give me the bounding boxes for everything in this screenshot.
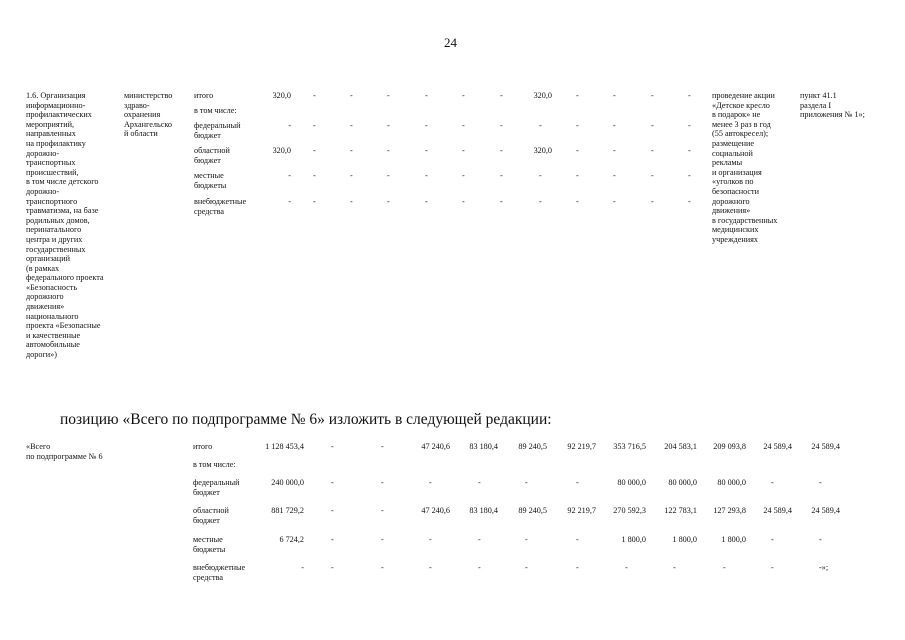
year-cell: 24 589,4: [763, 506, 792, 515]
page-number: 24: [444, 35, 457, 50]
year-cell: -: [425, 171, 428, 180]
link-line: приложения № 1»;: [800, 110, 865, 120]
row-total: 1 128 453,4: [265, 442, 304, 451]
year-cell: -: [478, 478, 481, 487]
year-cell: -: [576, 171, 579, 180]
result-line: социальной: [712, 148, 753, 158]
year-cell: -: [576, 478, 579, 487]
year-cell: -: [613, 146, 616, 155]
year-cell: -: [613, 121, 616, 130]
row-total: 320,0: [272, 91, 291, 100]
name-line: травматизма, на базе: [26, 206, 99, 216]
year-cell: 209 093,8: [713, 442, 746, 451]
expected-result: [712, 91, 777, 245]
year-cell: -: [771, 478, 774, 487]
row-label: местные бюджеты: [194, 171, 227, 190]
year-cell: -: [651, 91, 654, 100]
row-label: внебюджетные средства: [194, 197, 247, 216]
row-total: 240 000,0: [271, 478, 304, 487]
result-line: проведение акции: [712, 91, 775, 100]
year-cell: -: [613, 91, 616, 100]
year-cell: -: [576, 91, 579, 100]
year-cell: 24 589,4: [811, 506, 840, 515]
year-cell: -: [350, 171, 353, 180]
activity-name: [26, 91, 104, 360]
year-cell: 127 293,8: [713, 506, 746, 515]
year-cell: -: [350, 197, 353, 206]
year-cell: -: [331, 442, 334, 451]
row-total: 881 729,2: [271, 506, 304, 515]
year-cell: -: [381, 442, 384, 451]
row-total: -: [288, 197, 291, 206]
year-cell: -: [576, 197, 579, 206]
year-cell: -: [350, 121, 353, 130]
year-cell: -: [576, 563, 579, 572]
name-line: проекта «Безопасные: [26, 321, 101, 331]
name-line: 1.6. Организация: [26, 91, 86, 100]
year-cell: 320,0: [533, 91, 552, 100]
result-line: медицинских: [712, 225, 759, 235]
year-cell: -: [771, 535, 774, 544]
year-cell: -: [429, 535, 432, 544]
year-cell: -: [688, 171, 691, 180]
year-cell: -: [381, 478, 384, 487]
name-line: центра и других: [26, 234, 83, 244]
year-cell: 320,0: [533, 146, 552, 155]
year-cell: -: [771, 563, 774, 572]
year-cell: -: [723, 563, 726, 572]
year-cell: -: [613, 171, 616, 180]
year-cell: -: [651, 171, 654, 180]
year-cell: -: [500, 197, 503, 206]
year-cell: -: [651, 197, 654, 206]
row-label: местные бюджеты: [193, 535, 226, 554]
result-line: дорожного: [712, 196, 750, 206]
year-cell: -: [688, 197, 691, 206]
year-cell: -: [688, 146, 691, 155]
result-line: (55 автокресел);: [712, 129, 769, 139]
row-label: итого: [194, 91, 214, 100]
year-cell: -: [331, 506, 334, 515]
row-label: в том числе:: [194, 106, 237, 115]
row-label: внебюджетные средства: [193, 563, 246, 582]
result-line: и организация: [712, 167, 762, 177]
year-cell: 92 219,7: [567, 506, 596, 515]
name-line: на профилактику: [26, 138, 86, 148]
year-cell: -: [462, 146, 465, 155]
year-cell: -: [387, 197, 390, 206]
year-cell: 80 000,0: [668, 478, 697, 487]
year-cell: -: [576, 146, 579, 155]
year-cell: -: [625, 563, 628, 572]
year-cell: -: [462, 91, 465, 100]
result-line: безопасности: [712, 186, 759, 196]
year-cell: -: [350, 91, 353, 100]
name-line: дороги»): [26, 350, 58, 360]
year-cell: -: [429, 478, 432, 487]
year-cell: -: [429, 563, 432, 572]
year-cell: -: [613, 197, 616, 206]
link-line: пункт 41.1: [800, 91, 837, 100]
year-cell: 204 583,1: [664, 442, 697, 451]
result-line: в государственных: [712, 215, 778, 225]
name-line: родильных домов,: [26, 215, 90, 225]
name-line: дорожно-: [26, 186, 60, 196]
year-cell: -: [313, 197, 316, 206]
year-cell: 270 592,3: [613, 506, 646, 515]
name-line: по подпрограмме № 6: [26, 451, 103, 461]
year-cell: -: [576, 535, 579, 544]
link-reference: [800, 91, 865, 120]
result-line: размещение: [712, 138, 754, 148]
name-line: организаций: [26, 254, 70, 264]
year-cell: 92 219,7: [567, 442, 596, 451]
year-cell: -: [525, 478, 528, 487]
name-line: происшествий,: [26, 167, 79, 177]
link-line: раздела I: [800, 100, 832, 110]
result-line: в подарок» не: [712, 110, 761, 120]
year-cell: -: [500, 171, 503, 180]
name-line: дорожно-: [26, 148, 60, 158]
section-heading: позицию «Всего по подпрограмме № 6» изложить в следующей редакции:: [60, 411, 552, 428]
year-cell: -: [525, 535, 528, 544]
year-cell: -: [425, 197, 428, 206]
year-cell: -: [500, 146, 503, 155]
name-line: дорожного: [26, 292, 64, 302]
year-cell: -: [387, 121, 390, 130]
name-line: транспортных: [26, 158, 76, 168]
year-cell: -: [425, 121, 428, 130]
name-line: и качественные: [26, 330, 81, 340]
name-line: «Всего: [26, 442, 51, 451]
name-line: «Безопасность: [26, 282, 78, 292]
year-cell: -»;: [819, 563, 829, 572]
year-cell: -: [539, 121, 542, 130]
year-cell: -: [313, 146, 316, 155]
result-line: движения»: [712, 206, 751, 216]
name-line: в том числе детского: [26, 177, 99, 187]
executor-line: охранения: [124, 110, 161, 120]
result-line: «Детское кресло: [712, 100, 770, 110]
result-line: «уголков по: [712, 177, 754, 187]
year-cell: -: [331, 563, 334, 572]
year-cell: 1 800,0: [672, 535, 697, 544]
year-cell: -: [462, 197, 465, 206]
year-cell: 83 180,4: [469, 506, 498, 515]
row-label: итого: [193, 442, 213, 451]
name-line: национального: [26, 311, 79, 321]
name-line: перинатального: [26, 225, 82, 235]
name-line: информационно-: [26, 100, 86, 110]
year-cell: 89 240,5: [518, 442, 547, 451]
year-cell: 1 800,0: [721, 535, 746, 544]
year-cell: -: [539, 197, 542, 206]
year-cell: -: [425, 91, 428, 100]
executor: [124, 91, 172, 139]
year-cell: 24 589,4: [811, 442, 840, 451]
name-line: мероприятий,: [26, 119, 75, 129]
year-cell: -: [331, 535, 334, 544]
result-line: учреждениях: [712, 234, 759, 244]
year-cell: -: [425, 146, 428, 155]
year-cell: -: [350, 146, 353, 155]
row-label: областной бюджет: [194, 146, 230, 165]
executor-line: й области: [124, 129, 158, 139]
year-cell: -: [651, 121, 654, 130]
year-cell: -: [462, 121, 465, 130]
year-cell: 122 783,1: [664, 506, 697, 515]
name-line: транспортного: [26, 196, 78, 206]
name-line: направленных: [26, 129, 76, 139]
year-cell: -: [500, 91, 503, 100]
row-total: 320,0: [272, 146, 291, 155]
year-cell: -: [525, 563, 528, 572]
year-cell: 47 240,6: [421, 442, 450, 451]
total-name: [26, 442, 103, 461]
year-cell: 80 000,0: [717, 478, 746, 487]
row-label: в том числе:: [193, 460, 236, 469]
row-label: областной бюджет: [193, 506, 229, 525]
year-cell: 1 800,0: [621, 535, 646, 544]
year-cell: 80 000,0: [617, 478, 646, 487]
year-cell: -: [576, 121, 579, 130]
year-cell: 47 240,6: [421, 506, 450, 515]
year-cell: -: [381, 535, 384, 544]
year-cell: -: [673, 563, 676, 572]
year-cell: -: [387, 91, 390, 100]
name-line: федерального проекта: [26, 273, 104, 283]
year-cell: -: [462, 171, 465, 180]
name-line: (в рамках: [26, 263, 60, 273]
year-cell: -: [688, 121, 691, 130]
year-cell: 89 240,5: [518, 506, 547, 515]
name-line: государственных: [26, 244, 86, 254]
year-cell: 83 180,4: [469, 442, 498, 451]
year-cell: -: [381, 506, 384, 515]
year-cell: -: [539, 171, 542, 180]
year-cell: -: [500, 121, 503, 130]
year-cell: -: [387, 146, 390, 155]
year-cell: -: [381, 563, 384, 572]
year-cell: -: [819, 535, 822, 544]
year-cell: -: [819, 478, 822, 487]
year-cell: -: [651, 146, 654, 155]
year-cell: -: [478, 563, 481, 572]
row-total: -: [288, 121, 291, 130]
row-label: федеральный бюджет: [193, 478, 240, 497]
year-cell: -: [313, 91, 316, 100]
name-line: автомобильные: [26, 340, 80, 350]
year-cell: 353 716,5: [613, 442, 646, 451]
result-line: рекламы: [712, 158, 743, 168]
name-line: профилактических: [26, 110, 92, 120]
executor-line: министерство: [124, 91, 173, 100]
row-total: 6 724,2: [279, 535, 304, 544]
executor-line: Архангельско: [124, 119, 173, 129]
year-cell: -: [313, 171, 316, 180]
row-label: федеральный бюджет: [194, 121, 241, 140]
row-total: -: [288, 171, 291, 180]
year-cell: -: [313, 121, 316, 130]
name-line: движения»: [26, 302, 65, 312]
executor-line: здраво-: [124, 100, 150, 110]
year-cell: -: [387, 171, 390, 180]
year-cell: -: [478, 535, 481, 544]
year-cell: -: [688, 91, 691, 100]
row-total: -: [301, 563, 304, 572]
year-cell: -: [331, 478, 334, 487]
result-line: менее 3 раз в год: [712, 119, 771, 129]
year-cell: 24 589,4: [763, 442, 792, 451]
